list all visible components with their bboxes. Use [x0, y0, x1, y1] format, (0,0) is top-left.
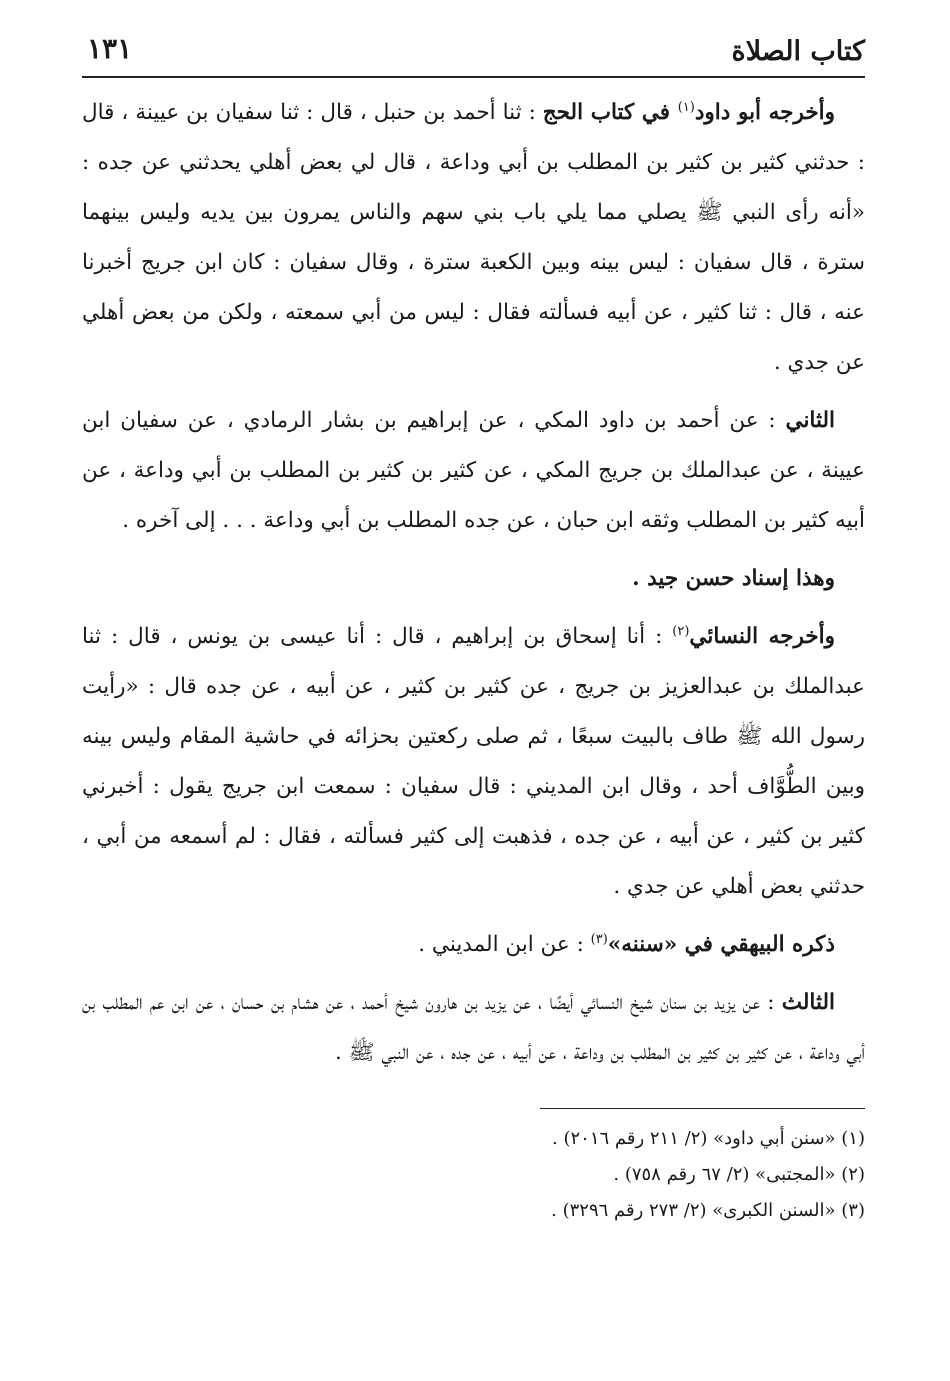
paragraph-bayhaqi [82, 920, 865, 970]
paragraph-lead: الثاني [785, 408, 835, 433]
footnotes [82, 1121, 865, 1229]
paragraph-abu-dawud [82, 88, 865, 388]
paragraph-lead: وأخرجه أبو داود [694, 100, 835, 125]
paragraph-text: : عن أحمد بن داود المكي ، عن إبراهيم بن بشار الرمادي ، عن سفيان ابن عيينة ، عن عبدالملك بن جريج المكي ، عن كثير بن كثير بن المطلب بن أبي وداعة ، عن أبيه كثير بن المطلب وثقه ابن حبان ، عن جده المطلب بن أبي وداعة . . . إلى آخره . [82, 408, 865, 533]
footnote-3: (٣) «السنن الكبرى» (٢/ ٢٧٣ رقم ٣٢٩٦) . [551, 1200, 865, 1221]
footnote-ref: (٢) [672, 623, 690, 639]
footnote-ref: (٣) [590, 931, 608, 947]
paragraph-lead: وأخرجه النسائي [689, 624, 835, 649]
paragraph-text: : ثنا أحمد بن حنبل ، قال : ثنا سفيان بن عيينة ، قال : حدثني كثير بن كثير بن المطلب بن أبي وداعة ، قال لي بعض أهلي يحدثني عن جده : «أنه رأى النبي ﷺ يصلي مما يلي باب بني سهم والناس يمرون بين يديه وليس بينهما سترة ، قال سفيان : ليس بينه وبين الكعبة سترة ، وقال سفيان : كان ابن جريج أخبرنا عنه ، قال : ثنا كثير ، عن أبيه فسألته فقال : ليس من أبي سمعته ، ولكن من بعض أهلي عن جدي . [82, 100, 865, 375]
paragraph-lead: ذكره البيهقي في «سننه» [607, 932, 835, 957]
page-number: ١٣١ [87, 32, 133, 65]
paragraph-text: : عن يزيد بن سنان شيخ النسائي أيضًا ، عن يزيد بن هارون شيخ أحمد ، عن هشام بن حسان ، عن ابن عم المطلب بن أبي وداعة ، عن كثير بن كثير بن المطلب بن وداعة ، عن أبيه ، عن جده ، عن النبي ﷺ . [82, 990, 865, 1065]
paragraph-lead: وهذا إسناد حسن جيد . [632, 566, 835, 591]
footnote-1: (١) «سنن أبي داود» (٢/ ٢١١ رقم ٢٠١٦) . [552, 1128, 865, 1149]
page-header [82, 30, 865, 78]
paragraph-nasai [82, 612, 865, 912]
page-body [82, 88, 865, 1078]
paragraph-text: : عن ابن المديني . [418, 932, 591, 957]
paragraph-lead-cont: في كتاب الحج [542, 100, 678, 125]
paragraph-isnad-note [82, 554, 865, 604]
paragraph-text: : أنا إسحاق بن إبراهيم ، قال : أنا عيسى بن يونس ، قال : ثنا عبدالملك بن عبدالعزيز بن جريج ، عن كثير بن كثير ، عن أبيه ، عن جده قال : «رأيت رسول الله ﷺ طاف بالبيت سبعًا ، ثم صلى ركعتين بحزائه في حاشية المقام وليس بينه وبين الطُّوَّاف أحد ، وقال ابن المديني : قال سفيان : سمعت ابن جريج يقول : أخبرني كثير بن كثير ، عن أبيه ، عن جده ، فذهبت إلى كثير فسألته ، فقال : لم أسمعه من أبي ، حدثني بعض أهلي عن جدي . [82, 624, 865, 899]
book-page [82, 30, 865, 1341]
paragraph-third [82, 978, 865, 1078]
chapter-title: كتاب الصلاة [731, 36, 865, 67]
paragraph-lead: الثالث [781, 990, 835, 1015]
footnote-separator [540, 1108, 865, 1109]
paragraph-second [82, 396, 865, 546]
footnote-2: (٢) «المجتبى» (٢/ ٦٧ رقم ٧٥٨) . [613, 1164, 865, 1185]
footnote-ref: (١) [677, 99, 695, 115]
